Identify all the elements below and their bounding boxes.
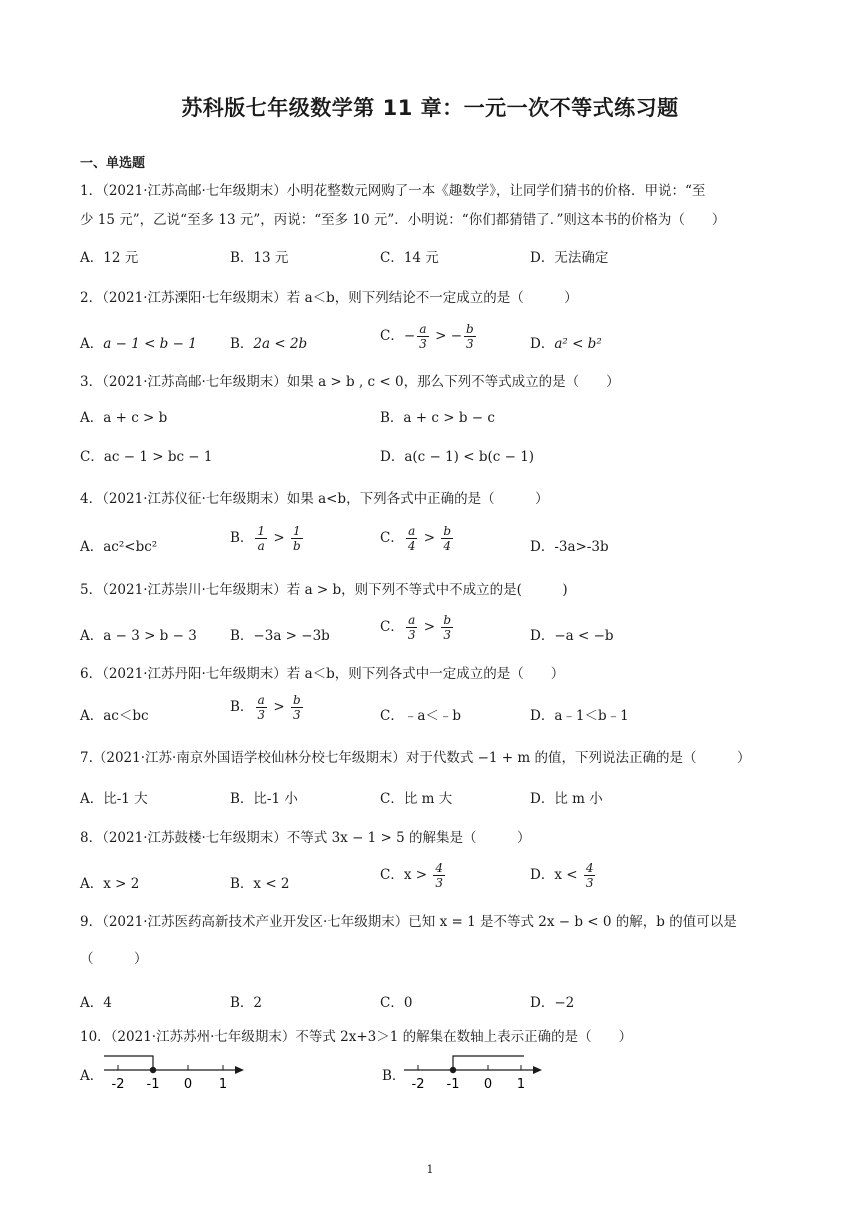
q2-option-b: B．2a < 2b [230,336,308,352]
q9-option-a: A．4 [80,995,112,1011]
q10b-tick-0: 0 [483,1077,493,1092]
question-2: 2．（2021·江苏溧阳·七年级期末）若 a＜b，则下列结论不一定成立的是（ ） [80,290,578,306]
q4-option-c: C． $\frac{a}{4}$ > $\frac{b}{4}$ [380,524,452,553]
q1-option-a: A．12 元 [80,250,139,266]
q5-option-b: B．−3a > −3b [230,628,330,644]
question-7: 7.（2021·江苏·南京外国语学校仙林分校七年级期末）对于代数式 −1 + m 的值，下列说法正确的是（ ） [80,750,751,766]
question-1-line-1: 1．（2021·江苏高邮·七年级期末）小明花整数元网购了一本《趣数学》，让同学们猜书的价格．甲说：“至 [80,183,706,199]
q4-option-b: B． $\frac{1}{a}$ > $\frac{1}{b}$ [230,524,301,553]
q3-option-b: B．a + c > b − c [380,410,495,426]
q5-option-c: C． $\frac{a}{3}$ > $\frac{b}{3}$ [380,613,452,642]
section-heading: 一、单选题 [80,156,146,171]
q6-option-b: B． $\frac{a}{3}$ > $\frac{b}{3}$ [230,693,301,722]
q10-number-line-a [100,1050,250,1092]
q1-option-d: D．无法确定 [530,250,609,266]
q10a-tick-neg2: -2 [111,1077,125,1092]
question-1-line-2: 少 15 元”，乙说“至多 13 元”，丙说：“至多 10 元”．小明说：“你们都猜错了．”则这本书的价格为（ ） [80,212,726,228]
page-title: 苏科版七年级数学第 11 章：一元一次不等式练习题 [181,96,679,120]
q9-option-b: B．2 [230,995,263,1011]
question-10: 10．（2021·江苏苏州·七年级期末）不等式 2x+3＞1 的解集在数轴上表示正确的是（ ） [80,1029,633,1045]
q10-option-b: B． [382,1068,406,1084]
q3-option-c: C．ac − 1 > bc − 1 [80,449,213,465]
q9-option-d: D．−2 [530,995,575,1011]
q6-option-a: A．ac＜bc [80,708,149,724]
q2-option-d: D．a² < b² [530,336,602,352]
q4-option-a: A．ac²<bc² [80,539,158,555]
question-4: 4．（2021·江苏仪征·七年级期末）如果 a<b，下列各式中正确的是（ ） [80,491,549,507]
q2-option-c: C．− $\frac{a}{3}$ > − $\frac{b}{3}$ [380,322,474,351]
q7-option-c: C．比 m 大 [380,791,453,807]
q8-option-d: D．x < $\frac{4}{3}$ [530,861,594,890]
q10-number-line-b [400,1050,550,1092]
q10a-tick-0: 0 [183,1077,193,1092]
q7-option-a: A．比-1 大 [80,791,148,807]
q1-option-b: B．13 元 [230,250,289,266]
q4-option-d: D．-3a>-3b [530,539,609,555]
q5-option-a: A．a − 3 > b − 3 [80,628,197,644]
question-3: 3．（2021·江苏高邮·七年级期末）如果 a > b , c < 0，那么下列不等式成立的是（ ） [80,374,620,390]
q8-option-a: A．x > 2 [80,876,140,892]
q6-option-d: D．a﹣1＜b﹣1 [530,708,629,724]
q2-option-a: A．a − 1 < b − 1 [80,336,197,352]
q10a-tick-1: 1 [218,1077,228,1092]
q7-option-b: B．比-1 小 [230,791,298,807]
question-5: 5．（2021·江苏崇川·七年级期末）若 a > b，则下列不等式中不成立的是( ) [80,582,568,598]
q10a-tick-neg1: -1 [146,1077,160,1092]
question-6: 6．（2021·江苏丹阳·七年级期末）若 a＜b，则下列各式中一定成立的是（ ） [80,666,565,682]
q8-option-c: C．x > $\frac{4}{3}$ [380,861,443,890]
q10b-tick-neg2: -2 [411,1077,425,1092]
q10b-tick-1: 1 [516,1077,526,1092]
question-9-line-1: 9．（2021·江苏医药高新技术产业开发区·七年级期末）已知 x = 1 是不等式 2x − b < 0 的解，b 的值可以是 [80,914,737,930]
page-number: 1 [426,1163,434,1176]
q7-option-d: D．比 m 小 [530,791,603,807]
q1-option-c: C．14 元 [380,250,439,266]
q10b-tick-neg1: -1 [446,1077,460,1092]
question-8: 8．（2021·江苏鼓楼·七年级期末）不等式 3x − 1 > 5 的解集是（ ） [80,830,531,846]
q3-option-d: D．a(c − 1) < b(c − 1) [380,449,535,465]
q10-option-a: A． [80,1068,104,1084]
q5-option-d: D．−a < −b [530,628,614,644]
q6-option-c: C．﹣a＜﹣b [380,708,462,724]
q9-option-c: C．0 [380,995,413,1011]
q3-option-a: A．a + c > b [80,410,168,426]
question-9-line-2: （ ） [80,951,148,967]
q8-option-b: B．x < 2 [230,876,290,892]
